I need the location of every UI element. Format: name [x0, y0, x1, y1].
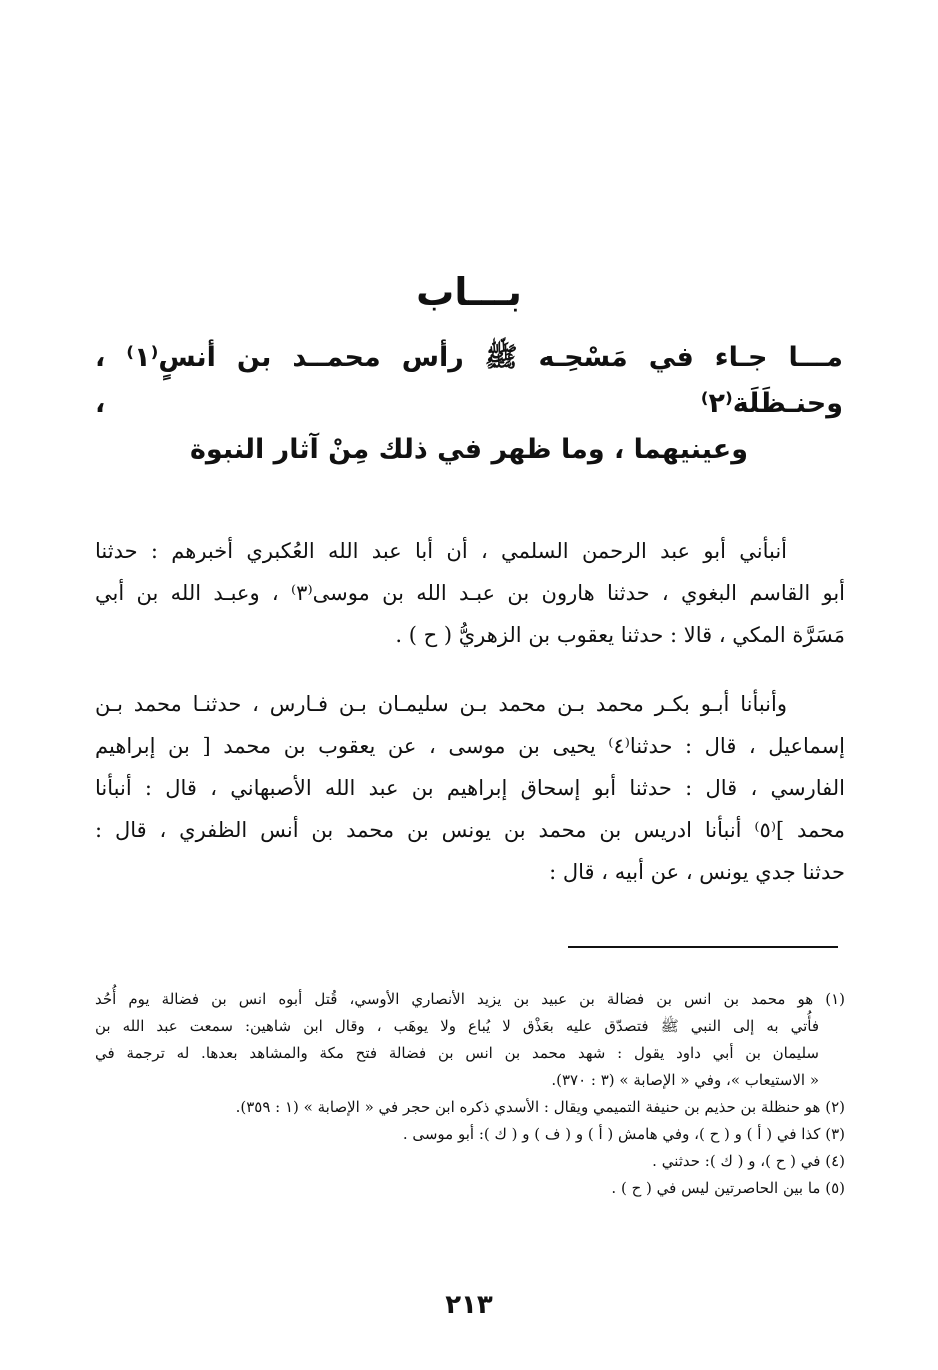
footnote-5 [95, 1175, 845, 1202]
footnote-2 [95, 1094, 845, 1121]
paragraph-1 [95, 530, 845, 656]
text-line: مَسَرَّة المكي ، قالا : حدثنا يعقوب بن الزهريُّ ( ح ) . [395, 623, 845, 647]
chapter-word: بـــاب [416, 270, 522, 314]
footnote-line: (١) هو محمد بن انس بن فضالة بن عبيد بن يزيد الأنصاري الأوسي، قُتل أبوه انس بن فضالة يوم أُحُد [95, 990, 845, 1008]
chapter-title [95, 335, 843, 473]
footnote-4 [95, 1148, 845, 1175]
footnote-divider [568, 946, 838, 948]
footnote-3 [95, 1121, 845, 1148]
footnotes [95, 986, 845, 1202]
chapter-title-line: مـــا جـاء في مَسْحِـه ﷺ رأس محمــد بن أنسٍ⁽١⁾ ، وحنـظَلَة⁽٢⁾ ، [95, 342, 843, 419]
text-line: إسماعيل ، قال : حدثنا⁽٤⁾ يحيى بن موسى ، عن يعقوب بن محمد [ بن إبراهيم [95, 734, 845, 758]
chapter-title-line: وعينيهما ، وما ظهر في ذلك مِنْ آثار النبوة [189, 434, 749, 465]
text-line: وأنبأنا أبـو بكـر محمد بـن محمد بـن سليمـان بـن فـارس ، حدثنـا محمد بـن [95, 692, 787, 716]
footnote-1 [95, 986, 845, 1094]
paragraph-2 [95, 683, 845, 893]
text-line: حدثنا جدي يونس ، عن أبيه ، قال : [549, 860, 845, 884]
footnote-line: سليمان بن أبي داود يقول : شهد محمد بن انس بن فضالة فتح مكة والمشاهد بعدها. له ترجمة في [95, 1044, 819, 1062]
text-line: الفارسي ، قال : حدثنا أبو إسحاق إبراهيم بن عبد الله الأصبهاني ، قال : أنبأنا [95, 776, 845, 800]
footnote-line: « الاستيعاب »، وفي « الإصابة » (٣ : ٣٧٠). [551, 1071, 819, 1089]
footnote-line: (٤) في ( ح )، و ( ك ): حدثني . [652, 1152, 845, 1170]
footnote-line: (٣) كذا في ( أ ) و ( ح )، وفي هامش ( أ ) و ( ف ) و ( ك ): أبو موسى . [402, 1125, 845, 1143]
footnote-line: (٢) هو حنظلة بن حذيم بن حنيفة التميمي ويقال : الأسدي ذكره ابن حجر في « الإصابة » (١ : ٣٥٩). [235, 1098, 845, 1116]
text-line: أنبأني أبو عبد الرحمن السلمي ، أن أبا عبد الله العُكبري أخبرهم : حدثنا [95, 539, 787, 563]
footnote-line: (٥) ما بين الحاصرتين ليس في ( ح ) . [611, 1179, 845, 1197]
page-number: ٢١٣ [445, 1290, 493, 1320]
footnote-line: فأُتي به إلى النبي ﷺ فتصدّق عليه بعَذْق لا يُباع ولا يوهَب ، وقال ابن شاهين: سمعت عبد الله بن [95, 1017, 819, 1035]
text-line: أبو القاسم البغوي ، حدثنا هارون بن عبـد الله بن موسى⁽٣⁾ ، وعبـد الله بن أبي [95, 581, 846, 605]
text-line: محمد ]⁽٥⁾ أنبأنا ادريس بن محمد بن يونس بن محمد بن أنس الظفري ، قال : [95, 818, 845, 842]
